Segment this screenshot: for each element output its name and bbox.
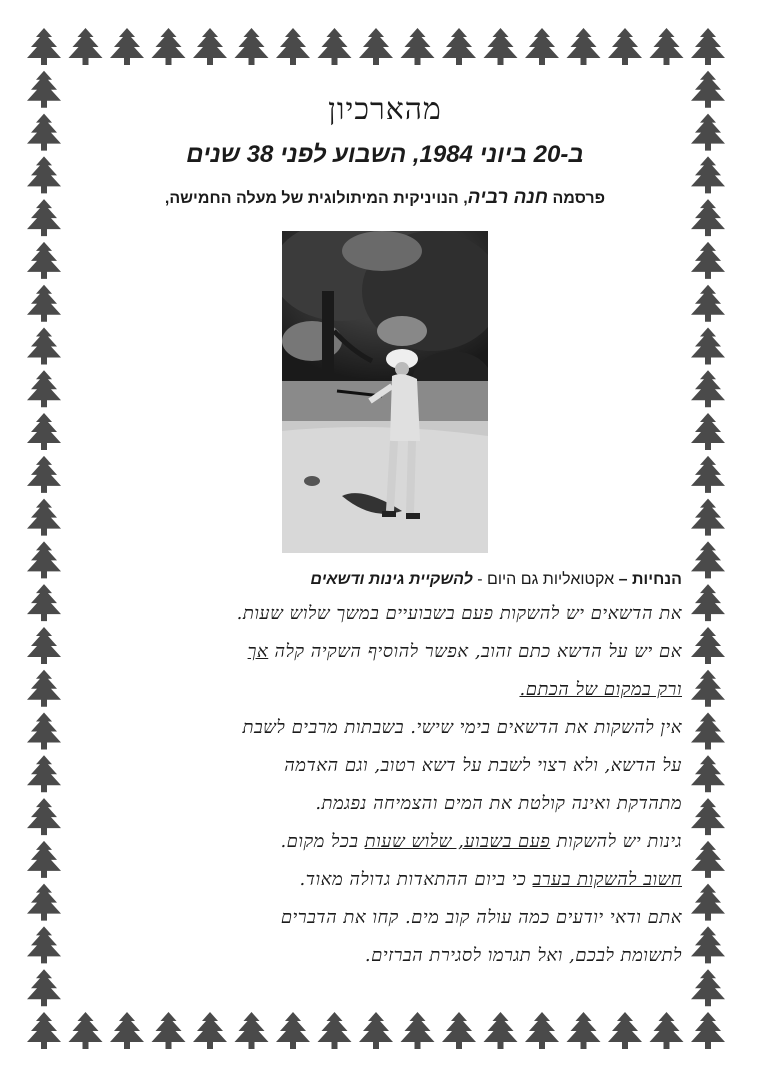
pine-tree-icon xyxy=(691,199,725,236)
pine-tree-icon xyxy=(691,584,725,621)
page-title: מהארכיון xyxy=(328,92,442,127)
pine-tree-icon xyxy=(27,370,61,407)
author-name: חנה רביה xyxy=(467,187,548,208)
pine-tree-icon xyxy=(359,28,393,65)
pine-tree-icon xyxy=(27,926,61,963)
archive-notice xyxy=(80,70,690,1020)
pine-tree-icon xyxy=(442,28,476,65)
pine-tree-icon xyxy=(608,28,642,65)
pine-tree-icon xyxy=(193,28,227,65)
pine-tree-icon xyxy=(691,370,725,407)
pine-tree-icon xyxy=(484,28,518,65)
pine-tree-icon xyxy=(110,28,144,65)
pine-tree-icon xyxy=(691,670,725,707)
pine-tree-icon xyxy=(27,755,61,792)
pine-tree-icon xyxy=(691,713,725,750)
pine-tree-icon xyxy=(27,413,61,450)
pine-tree-icon xyxy=(525,28,559,65)
pine-tree-icon xyxy=(691,969,725,1006)
pine-tree-icon xyxy=(27,627,61,664)
pine-tree-icon xyxy=(27,28,61,65)
pine-tree-icon xyxy=(27,884,61,921)
pine-tree-icon xyxy=(691,28,725,65)
pine-tree-icon xyxy=(235,28,269,65)
pine-tree-icon xyxy=(691,156,725,193)
pine-tree-icon xyxy=(691,71,725,108)
pine-tree-icon xyxy=(27,327,61,364)
tip-line: על הדשא, ולא רצוי לשבת על דשא רטוב, וגם האדמה xyxy=(284,755,682,776)
pine-tree-icon xyxy=(691,285,725,322)
tips-topic: להשקיית גינות ודשאים xyxy=(310,571,473,588)
pine-tree-icon xyxy=(27,285,61,322)
pine-tree-icon xyxy=(691,242,725,279)
pine-tree-icon xyxy=(401,28,435,65)
handwritten-tips xyxy=(80,595,690,975)
pine-tree-icon xyxy=(691,841,725,878)
pine-tree-icon xyxy=(691,413,725,450)
pine-tree-icon xyxy=(27,242,61,279)
pine-tree-icon xyxy=(152,28,186,65)
tip-line: אין להשקות את הדשאים בימי שישי. בשבתות מרבים לשבת xyxy=(242,717,682,738)
tips-heading xyxy=(80,571,682,589)
tip-line: חשוב להשקות בערב כי ביום ההתאדות גדולה מאוד. xyxy=(299,869,682,890)
intro-prefix: פרסמה xyxy=(552,190,606,207)
pine-tree-icon xyxy=(691,456,725,493)
pine-tree-icon xyxy=(691,884,725,921)
pine-tree-icon xyxy=(27,969,61,1006)
pine-tree-icon xyxy=(691,755,725,792)
tips-middle: אקטואליות גם היום - xyxy=(477,571,615,588)
pine-tree-icon xyxy=(318,28,352,65)
pine-tree-icon xyxy=(27,114,61,151)
intro-suffix: , הנויניקית המיתולוגית של מעלה החמישה, xyxy=(164,190,468,207)
tip-line: לתשומת לבכם, ואל תגרמו לסגירת הברזים. xyxy=(364,945,682,966)
pine-tree-icon xyxy=(691,327,725,364)
tip-line: אם יש על הדשא כתם זהוב, אפשר להוסיף השקיה קלה אך xyxy=(247,641,682,662)
pine-tree-icon xyxy=(27,499,61,536)
pine-tree-icon xyxy=(691,499,725,536)
pine-tree-icon xyxy=(691,1012,725,1049)
pine-tree-icon xyxy=(27,199,61,236)
tip-line: אתם ודאי יודעים כמה עולה קוב מים. קחו את הדברים xyxy=(280,907,682,928)
pine-tree-icon xyxy=(691,798,725,835)
pine-tree-icon xyxy=(691,541,725,578)
gardener-photo-icon xyxy=(282,231,488,553)
archive-photo xyxy=(282,231,488,553)
pine-tree-icon xyxy=(27,456,61,493)
pine-tree-icon xyxy=(27,713,61,750)
pine-tree-icon xyxy=(27,670,61,707)
tip-line: את הדשאים יש להשקות פעם בשבועיים במשך שלוש שעות. xyxy=(236,603,682,624)
intro-line xyxy=(80,187,690,209)
pine-tree-icon xyxy=(27,841,61,878)
tip-line: מתהדקת ואינה קולטת את המים והצמיחה נפגמת. xyxy=(315,793,682,814)
tips-label: הנחיות – xyxy=(618,571,682,588)
tip-line: גינות יש להשקות פעם בשבוע, שלוש שעות בכל מקום. xyxy=(280,831,682,852)
pine-tree-icon xyxy=(691,627,725,664)
date-subtitle: ב-20 ביוני 1984, השבוע לפני 38 שנים xyxy=(186,141,584,168)
pine-tree-icon xyxy=(27,798,61,835)
pine-tree-icon xyxy=(27,156,61,193)
pine-tree-icon xyxy=(276,28,310,65)
pine-tree-icon xyxy=(27,71,61,108)
pine-tree-icon xyxy=(691,926,725,963)
pine-tree-icon xyxy=(27,541,61,578)
pine-tree-icon xyxy=(27,584,61,621)
pine-tree-icon xyxy=(567,28,601,65)
pine-tree-icon xyxy=(69,28,103,65)
pine-tree-icon xyxy=(27,1012,61,1049)
pine-tree-icon xyxy=(650,28,684,65)
tip-line: ורק במקום של הכתם. xyxy=(519,679,682,700)
pine-tree-icon xyxy=(691,114,725,151)
